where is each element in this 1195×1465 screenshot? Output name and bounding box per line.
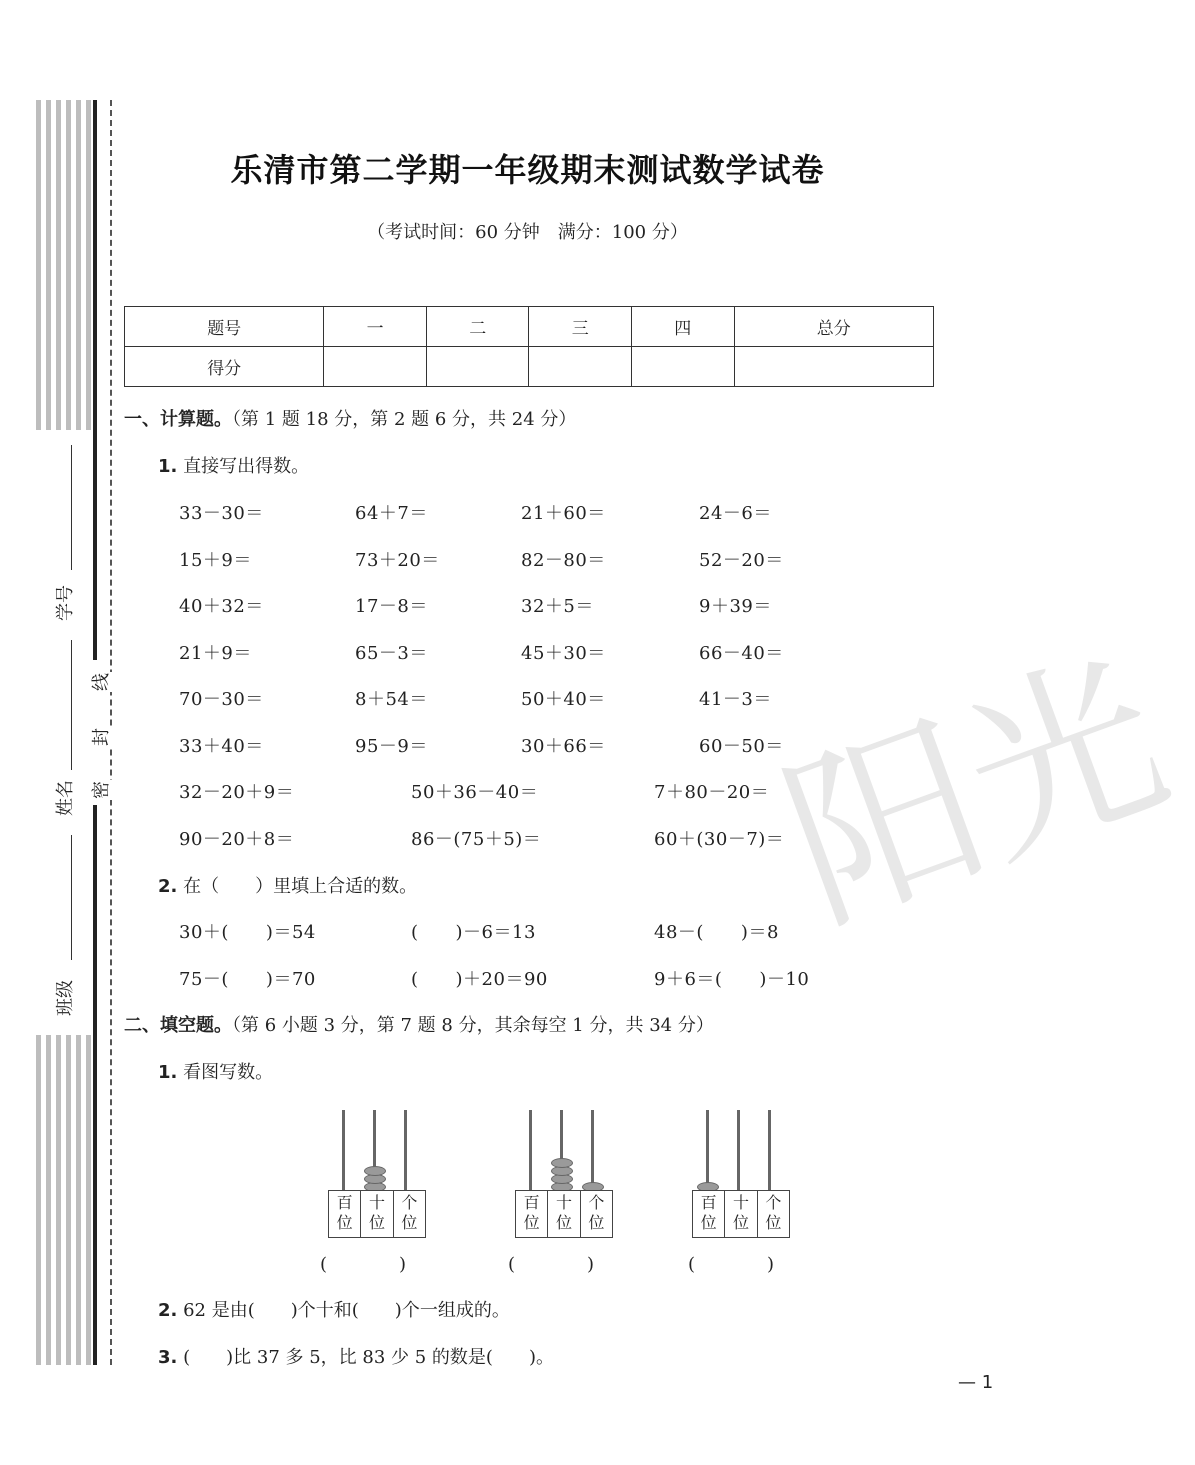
abacus-rod — [768, 1110, 771, 1192]
margin-thick-line-bottom — [93, 805, 97, 1365]
place-label: 百位 — [693, 1191, 725, 1237]
fill-item[interactable]: 30＋( )＝54 — [179, 922, 316, 943]
section-2-note: （第 6 小题 3 分，第 7 题 8 分，其余每空 1 分，共 34 分） — [232, 1015, 714, 1036]
class-underline — [71, 835, 72, 960]
score-header-cell: 题号 — [125, 307, 324, 347]
place-label: 个位 — [765, 1193, 782, 1232]
abacus-bead — [364, 1166, 386, 1176]
calc-item: 60－50＝ — [699, 735, 784, 757]
place-label: 十位 — [548, 1191, 580, 1237]
calc-item: 73＋20＝ — [355, 549, 440, 571]
place-label: 十位 — [361, 1191, 393, 1237]
name-underline — [71, 640, 72, 770]
question-text: 看图写数。 — [183, 1062, 274, 1083]
score-table — [124, 306, 934, 387]
abacus — [501, 1110, 605, 1238]
student-no-label: 学号 — [55, 585, 76, 621]
abacus-rod — [591, 1110, 594, 1192]
calc-item: 45＋30＝ — [521, 642, 606, 664]
abacus-place-labels — [692, 1190, 790, 1238]
fill-item[interactable]: 48－( )＝8 — [654, 922, 779, 943]
question-1-1 — [158, 452, 309, 478]
calc-item: 32＋5＝ — [521, 596, 594, 617]
abacus — [678, 1110, 782, 1238]
abacus-rod — [342, 1110, 345, 1192]
section-2-title: 二、填空题。 — [124, 1015, 232, 1036]
question-text: 直接写出得数。 — [183, 456, 310, 477]
calc-item: 40＋32＝ — [179, 596, 264, 617]
abacus-place-labels — [515, 1190, 613, 1238]
calc-item: 32－20＋9＝ — [179, 782, 295, 803]
answer-blank[interactable]: ( ) — [320, 1254, 407, 1275]
name-label: 姓名 — [55, 780, 76, 816]
abacus-bead — [551, 1158, 573, 1168]
score-header-cell: 总分 — [734, 307, 933, 347]
question-2-2 — [158, 1296, 510, 1322]
watermark: 阳光 — [759, 622, 1192, 961]
score-entry-cell[interactable] — [529, 347, 632, 387]
question-2-3 — [158, 1343, 554, 1369]
calc-item: 64＋7＝ — [355, 503, 428, 524]
score-table-score-row — [125, 347, 934, 387]
calc-item: 15＋9＝ — [179, 549, 252, 571]
section-1-heading — [124, 405, 576, 431]
question-text: 在（ ）里填上合适的数。 — [183, 876, 418, 897]
score-entry-cell[interactable] — [324, 347, 427, 387]
question-2-1 — [158, 1058, 273, 1084]
abacus-rod — [737, 1110, 740, 1192]
abacus-rod — [706, 1110, 709, 1192]
place-label: 百位 — [329, 1191, 361, 1237]
abacus-rod — [529, 1110, 532, 1192]
calc-item: 24－6＝ — [699, 503, 772, 524]
calc-item: 9＋39＝ — [699, 596, 772, 617]
question-number: 2. — [158, 876, 178, 897]
place-label: 个位 — [588, 1193, 605, 1232]
calc-item: 65－3＝ — [355, 642, 428, 664]
exam-info: （考试时间：60 分钟 满分：100 分） — [367, 222, 688, 243]
class-label: 班级 — [55, 980, 76, 1016]
question-number: 2. — [158, 1300, 178, 1321]
score-entry-cell[interactable] — [632, 347, 735, 387]
answer-blank[interactable]: ( ) — [508, 1254, 595, 1275]
calc-item: 17－8＝ — [355, 596, 428, 617]
calc-item: 66－40＝ — [699, 642, 784, 664]
section-1-title: 一、计算题。 — [124, 409, 232, 430]
score-row-label: 得分 — [125, 347, 324, 387]
seal-char-line: 线 — [91, 673, 112, 691]
score-entry-cell[interactable] — [734, 347, 933, 387]
fill-item[interactable]: ( )－6＝13 — [411, 922, 536, 943]
page-number: — 1 — [958, 1372, 994, 1393]
calc-item: 7＋80－20＝ — [654, 782, 770, 803]
calc-item: 60＋(30－7)＝ — [654, 828, 785, 850]
calc-item: 82－80＝ — [521, 549, 606, 571]
fill-item[interactable]: ( )＋20＝90 — [411, 969, 548, 990]
question-number: 3. — [158, 1347, 178, 1368]
score-table-header-row — [125, 307, 934, 347]
seal-char-secret: 密 — [91, 781, 112, 799]
abacus-place-labels — [328, 1190, 426, 1238]
score-header-cell: 一 — [324, 307, 427, 347]
calc-item: 50＋36－40＝ — [411, 782, 539, 803]
question-number: 1. — [158, 1062, 178, 1083]
question-1-2 — [158, 872, 417, 898]
answer-blank[interactable]: ( ) — [688, 1254, 775, 1275]
place-label: 百位 — [516, 1191, 548, 1237]
score-header-cell: 三 — [529, 307, 632, 347]
calc-item: 50＋40＝ — [521, 689, 606, 710]
calc-item: 30＋66＝ — [521, 735, 606, 757]
place-label: 十位 — [725, 1191, 757, 1237]
score-entry-cell[interactable] — [426, 347, 529, 387]
abacus — [314, 1110, 418, 1238]
calc-item: 86－(75＋5)＝ — [411, 828, 542, 850]
section-2-heading — [124, 1011, 714, 1037]
calc-item: 8＋54＝ — [355, 689, 428, 710]
section-1-note: （第 1 题 18 分，第 2 题 6 分，共 24 分） — [232, 409, 577, 430]
calc-item: 70－30＝ — [179, 689, 264, 710]
calc-item: 21＋60＝ — [521, 503, 606, 524]
calc-item: 33＋40＝ — [179, 735, 264, 757]
seal-char-seal: 封 — [91, 728, 112, 746]
question-number: 1. — [158, 456, 178, 477]
question-text: ( )比 37 多 5，比 83 少 5 的数是( )。 — [183, 1347, 554, 1368]
margin-stripe-bottom — [36, 1035, 98, 1365]
abacus-rod — [404, 1110, 407, 1192]
student-no-underline — [71, 445, 72, 570]
calc-item: 95－9＝ — [355, 735, 428, 757]
calc-item: 52－20＝ — [699, 549, 784, 571]
fill-item[interactable]: 9＋6＝( )－10 — [654, 969, 810, 990]
calc-item: 33－30＝ — [179, 503, 264, 524]
fill-item[interactable]: 75－( )＝70 — [179, 969, 316, 990]
score-header-cell: 二 — [426, 307, 529, 347]
place-label: 个位 — [401, 1193, 418, 1232]
score-header-cell: 四 — [632, 307, 735, 347]
question-text: 62 是由( )个十和( )个一组成的。 — [183, 1300, 510, 1321]
calc-item: 41－3＝ — [699, 689, 772, 710]
calc-item: 21＋9＝ — [179, 642, 252, 664]
page-title: 乐清市第二学期一年级期末测试数学试卷 — [230, 151, 825, 189]
calc-item: 90－20＋8＝ — [179, 828, 295, 850]
